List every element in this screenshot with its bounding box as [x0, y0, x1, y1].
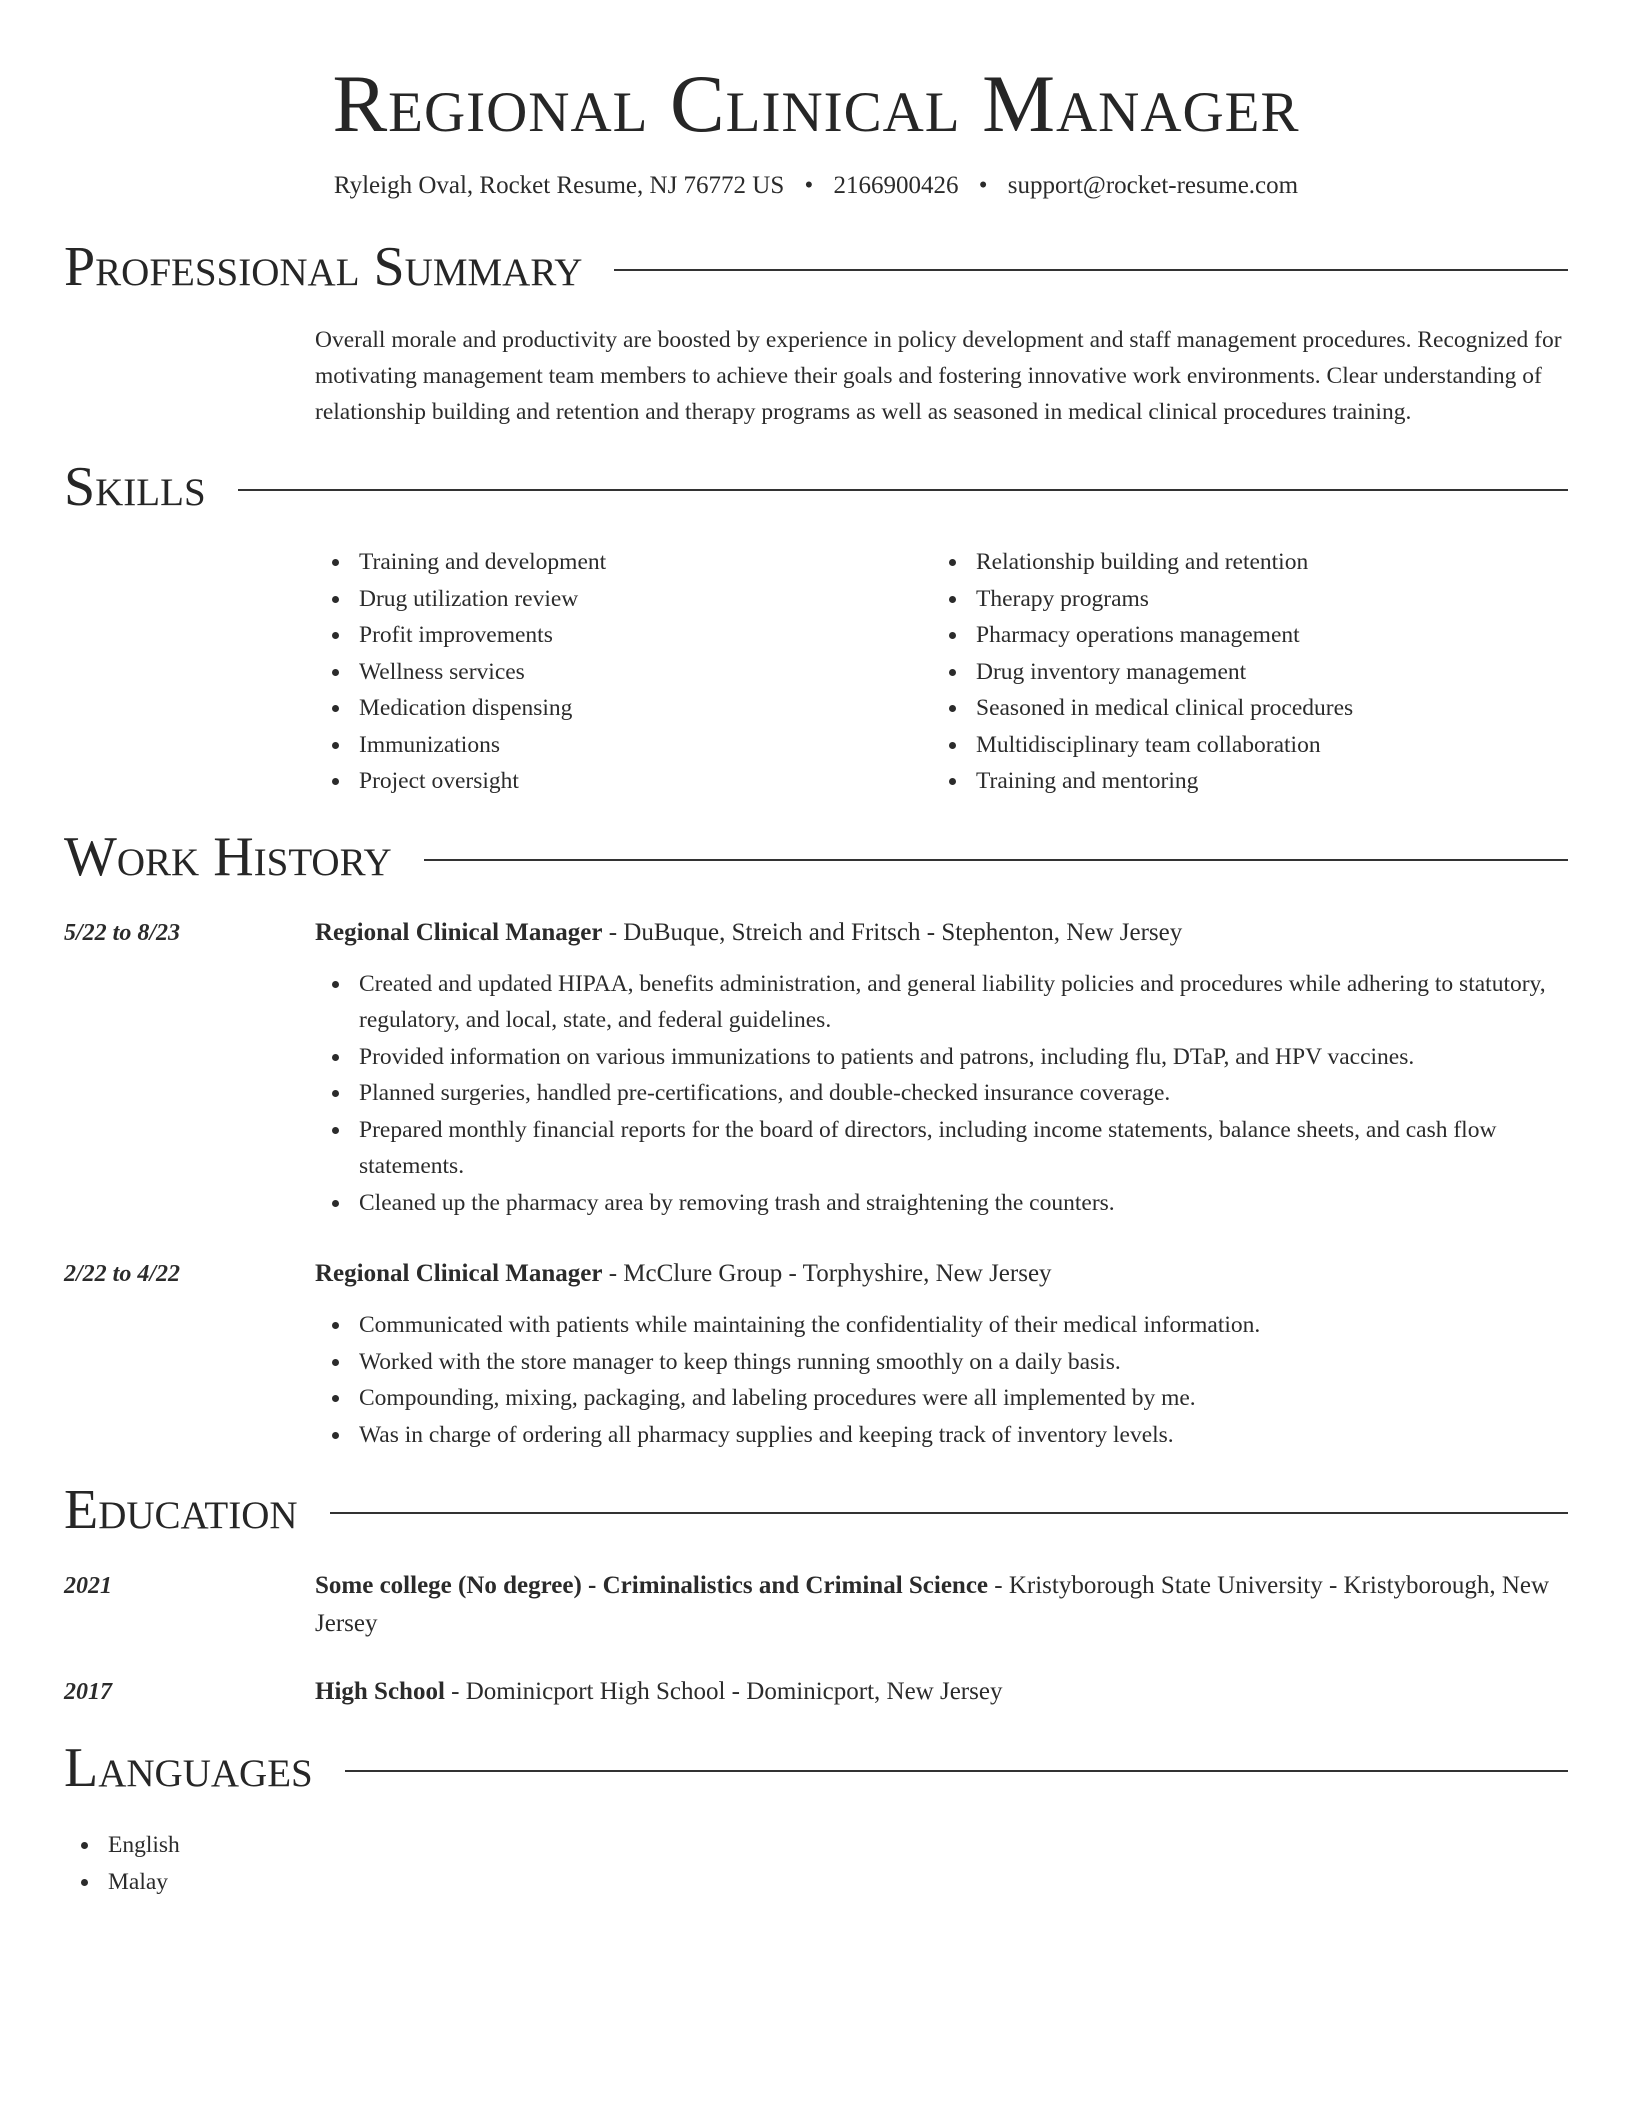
separator: • [804, 172, 814, 199]
languages-section-header [64, 1733, 1568, 1803]
job-title: Regional Clinical Manager [315, 918, 603, 946]
job-bullet: Worked with the store manager to keep things running smoothly on a daily basis. [315, 1344, 1568, 1381]
degree: Some college (No degree) - Criminalistics and Criminal Science [315, 1572, 989, 1599]
school-details: - Kristyborough State University - Kristyborough, New Jersey [315, 1572, 1550, 1637]
section-divider [614, 269, 1568, 271]
languages-list [64, 1827, 1568, 1900]
job-heading [315, 914, 1568, 952]
section-title-languages: Languages [64, 1737, 313, 1799]
job-employer: - McClure Group - Torphyshire, New Jersey [602, 1260, 1052, 1287]
job-bullet: Cleaned up the pharmacy area by removing trash and straightening the counters. [315, 1185, 1568, 1222]
job-dates: 2/22 to 4/22 [64, 1261, 181, 1287]
skill-item: Therapy programs [932, 581, 1549, 618]
job-bullets [315, 966, 1568, 1222]
section-title-education: Education [64, 1479, 298, 1541]
skill-item: Seasoned in medical clinical procedures [932, 690, 1549, 727]
candidate-name: Regional Clinical Manager [332, 58, 1300, 149]
section-divider [424, 859, 1568, 861]
work-section-header [64, 822, 1568, 892]
education-entry [64, 1673, 1568, 1711]
skills-column-right [932, 544, 1549, 800]
section-title-summary: Professional Summary [64, 236, 583, 298]
email: support@rocket-resume.com [1007, 172, 1299, 199]
education-entry [64, 1567, 1568, 1643]
skill-item: Training and mentoring [932, 763, 1549, 800]
skill-item: Multidisciplinary team collaboration [932, 727, 1549, 764]
job-entry [64, 914, 1568, 1222]
skill-item: Training and development [315, 544, 932, 581]
skills-column-left [315, 544, 932, 800]
section-title-skills: Skills [64, 456, 206, 518]
education-body [315, 1673, 1568, 1711]
job-body [315, 1255, 1568, 1453]
education-year: 2021 [64, 1573, 112, 1599]
skills-section-header [64, 452, 1568, 522]
skill-item: Profit improvements [315, 617, 932, 654]
section-divider [238, 489, 1568, 491]
job-bullet: Provided information on various immunizations to patients and patrons, including flu, DTaP, and HPV vaccines. [315, 1039, 1568, 1076]
contact-line [64, 170, 1568, 202]
skill-item: Pharmacy operations management [932, 617, 1549, 654]
job-bullet: Planned surgeries, handled pre-certifications, and double-checked insurance coverage. [315, 1075, 1568, 1112]
skill-item: Project oversight [315, 763, 932, 800]
job-heading [315, 1255, 1568, 1293]
section-title-work: Work History [64, 825, 392, 888]
job-entry [64, 1255, 1568, 1453]
skill-item: Wellness services [315, 654, 932, 691]
school-details: - Dominicport High School - Dominicport, New Jersey [444, 1678, 1003, 1705]
skill-item: Drug utilization review [315, 581, 932, 618]
summary-section-header [64, 232, 1568, 302]
job-dates: 5/22 to 8/23 [64, 919, 181, 946]
job-bullet: Was in charge of ordering all pharmacy supplies and keeping track of inventory levels. [315, 1417, 1568, 1454]
degree: High School [315, 1678, 445, 1705]
education-body [315, 1567, 1568, 1643]
job-bullet: Compounding, mixing, packaging, and labeling procedures were all implemented by me. [315, 1380, 1568, 1417]
job-body [315, 914, 1568, 1222]
job-bullet: Created and updated HIPAA, benefits administration, and general liability policies and procedures while adhering to statutory, regulatory, and local, state, and federal guidelines. [315, 966, 1568, 1039]
education-section-header [64, 1475, 1568, 1545]
education-heading [315, 1673, 1568, 1711]
skill-item: Relationship building and retention [932, 544, 1549, 581]
job-bullet: Communicated with patients while maintaining the confidentiality of their medical information. [315, 1307, 1568, 1344]
summary-text: Overall morale and productivity are boosted by experience in policy development and staff management procedures. Recognized for motivating management team members to achieve their goals and fostering innovative work environments. Clear understanding of relationship building and retention and therapy programs as well as seasoned in medical clinical procedures training. [315, 327, 1562, 425]
education-year: 2017 [64, 1679, 112, 1705]
phone: 2166900426 [833, 172, 959, 199]
skill-item: Immunizations [315, 727, 932, 764]
skill-item: Drug inventory management [932, 654, 1549, 691]
separator: • [978, 172, 988, 199]
education-heading [315, 1567, 1568, 1643]
address: Ryleigh Oval, Rocket Resume, NJ 76772 US [333, 172, 785, 199]
job-employer: - DuBuque, Streich and Fritsch - Stephenton, New Jersey [602, 918, 1183, 946]
job-bullets [315, 1307, 1568, 1453]
job-title: Regional Clinical Manager [315, 1260, 603, 1287]
language-item: Malay [64, 1864, 1568, 1901]
skills-list [64, 544, 1568, 800]
section-divider [330, 1512, 1568, 1514]
job-bullet: Prepared monthly financial reports for the board of directors, including income statements, balance sheets, and cash flow statements. [315, 1112, 1568, 1185]
skill-item: Medication dispensing [315, 690, 932, 727]
section-divider [345, 1770, 1568, 1772]
language-item: English [64, 1827, 1568, 1864]
